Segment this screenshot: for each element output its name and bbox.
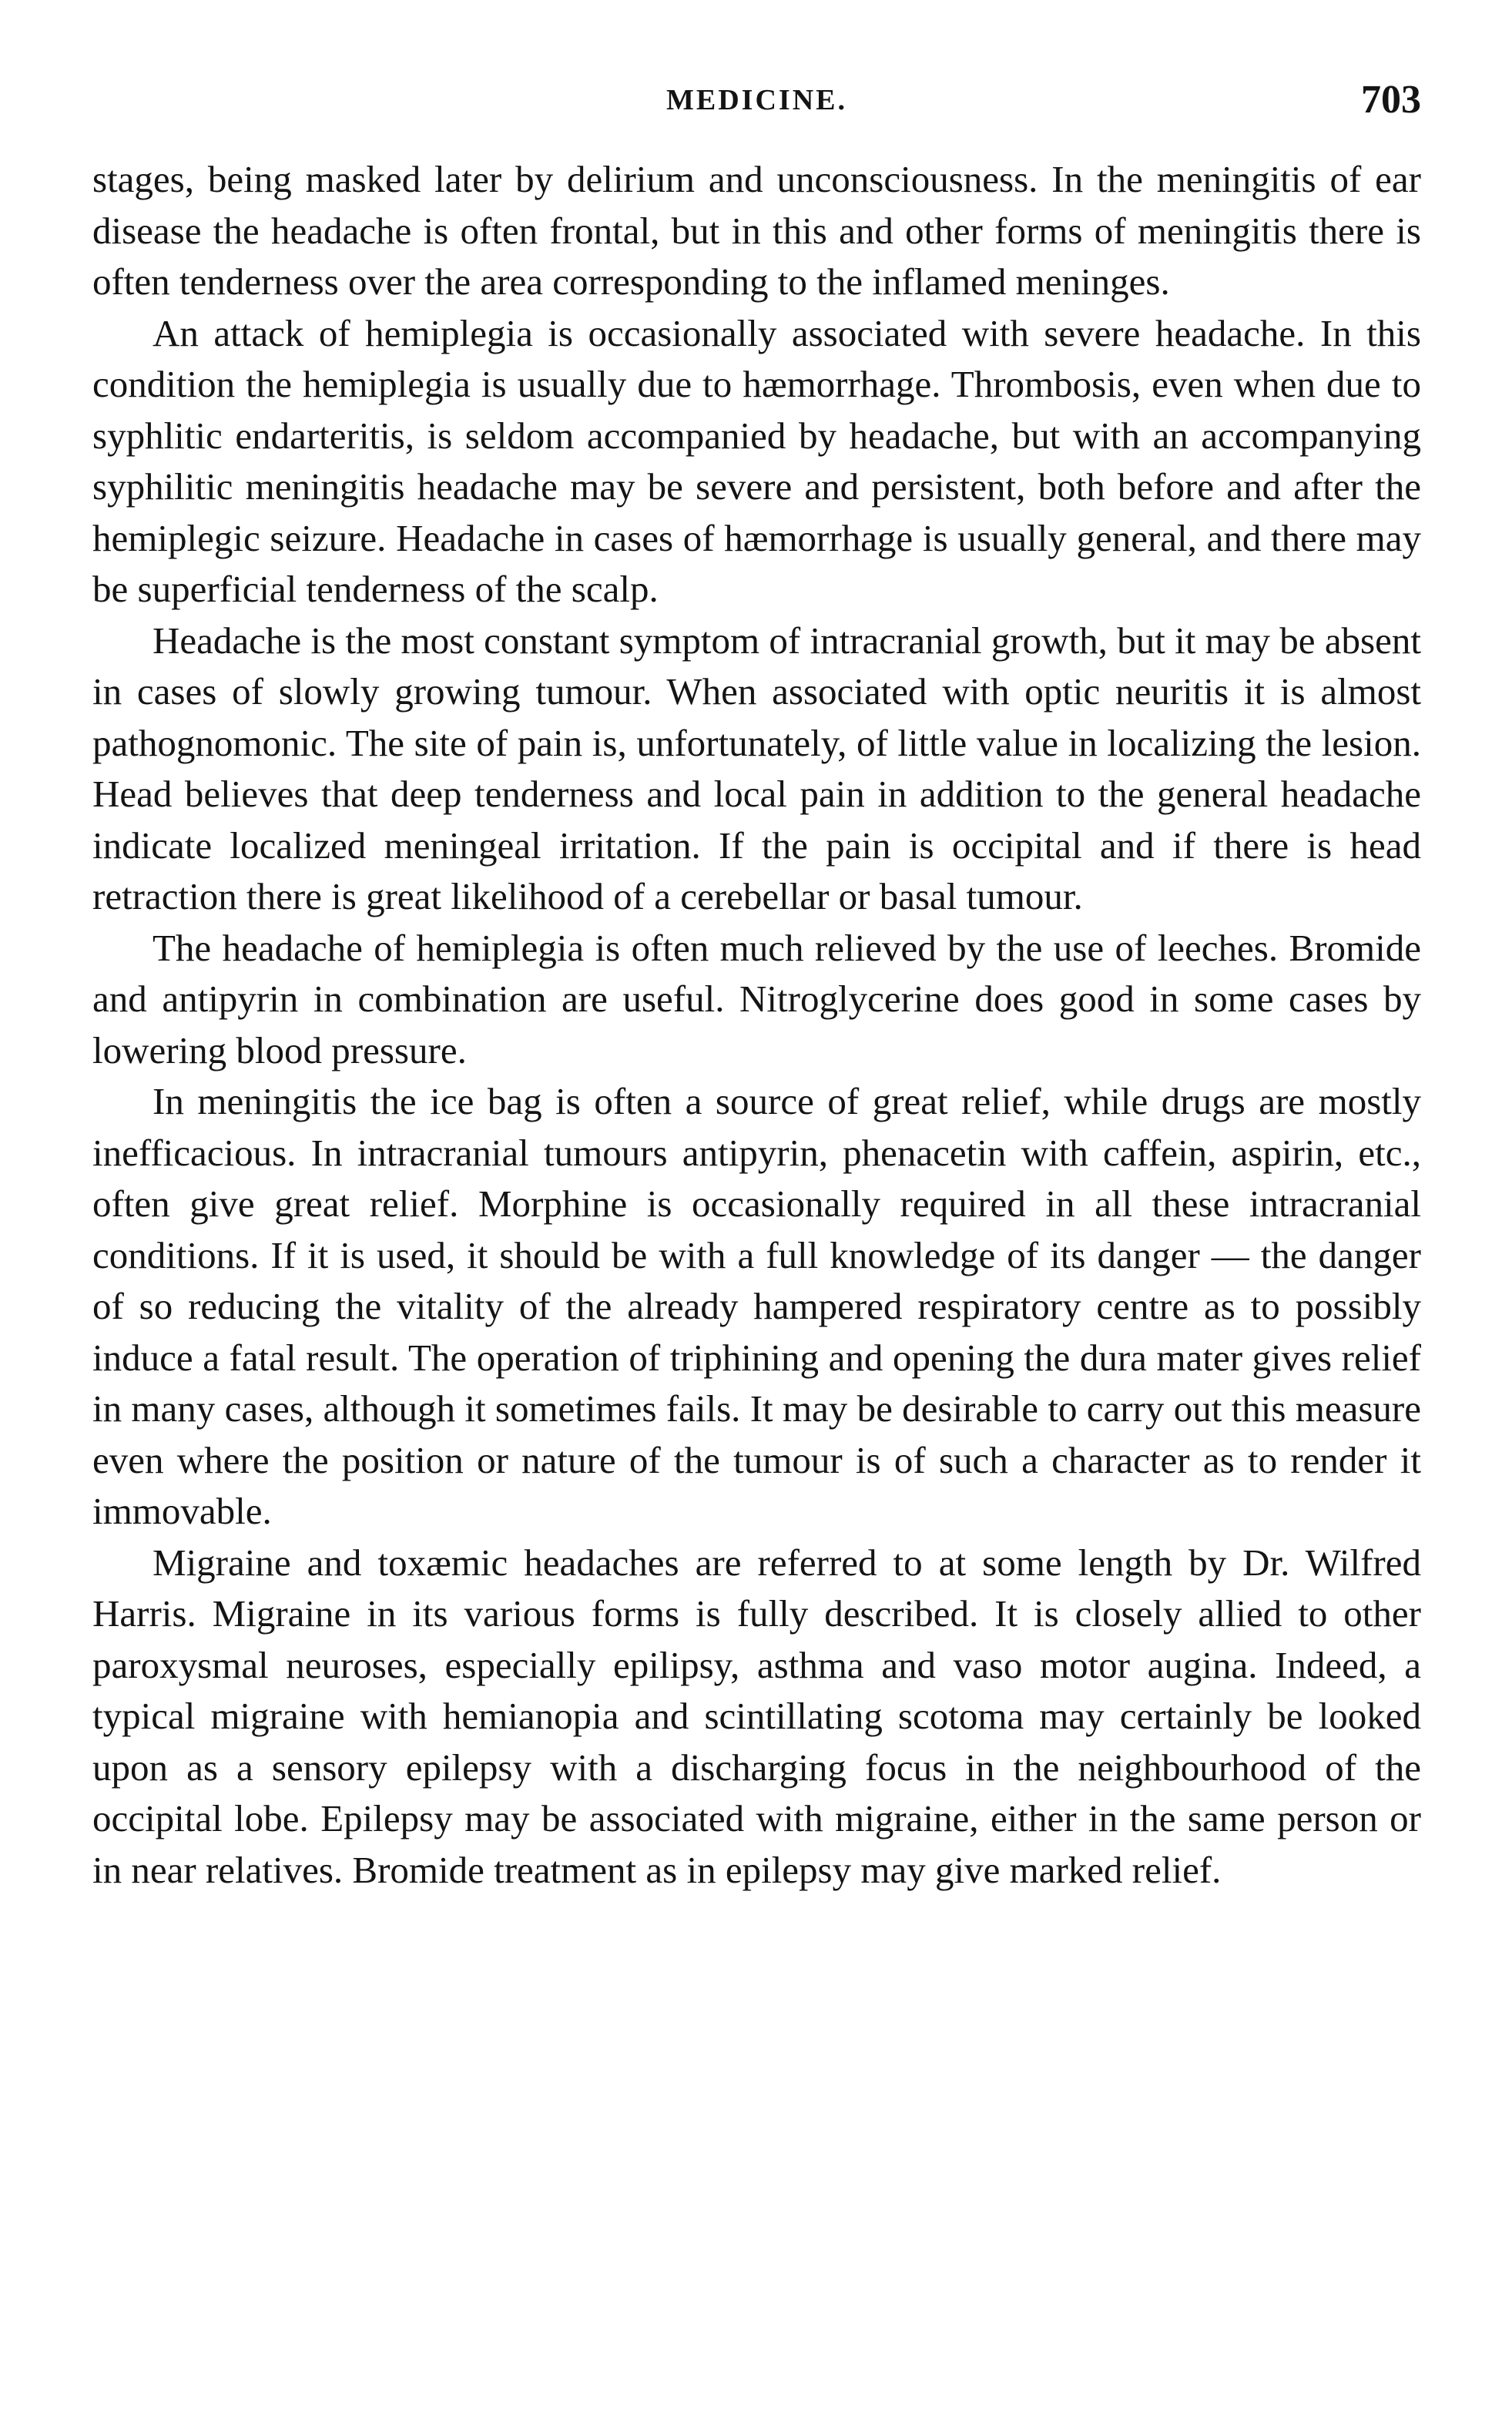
body-text [92, 154, 1421, 1896]
paragraph-continued: stages, being masked later by delirium and unconsciousness. In the meningitis of ear disease the headache is often frontal, but in this and other forms of meningitis there is often tenderness over the area corresponding to the inflamed meninges. [92, 158, 1421, 303]
paragraph-hemiplegia-relief: The headache of hemiplegia is often much relieved by the use of leeches. Bromide and antipyrin in combination are useful. Nitroglycerine does good in some cases by lowering blood pressure. [92, 926, 1421, 1071]
running-head [92, 77, 1421, 146]
paragraph-intracranial-growth: Headache is the most constant symptom of intracranial growth, but it may be absent in cases of slowly growing tumour. When associated with optic neuritis it is almost pathognomonic. The site of pain is, unfortunately, of little value in localizing the lesion. Head believes that deep tenderness and local pain in addition to the general headache indicate localized meningeal irritation. If the pain is occipital and if there is head retraction there is great likelihood of a cerebellar or basal tumour. [92, 619, 1421, 917]
page-number: 703 [1361, 78, 1421, 122]
book-page [92, 77, 1421, 2388]
paragraph-migraine: Migraine and toxæmic headaches are referred to at some length by Dr. Wilfred Harris. Migraine in its various forms is fully described. It is closely allied to other paroxysmal neuroses, especially epilipsy, asthma and vaso motor augina. Indeed, a typical migraine with hemianopia and scintillating scotoma may certainly be looked upon as a sensory epilepsy with a discharging focus in the neighbourhood of the occipital lobe. Epilepsy may be associated with migraine, either in the same person or in near relatives. Bromide treatment as in epilepsy may give marked relief. [92, 1541, 1421, 1891]
paragraph-hemiplegia-headache: An attack of hemiplegia is occasionally associated with severe headache. In this condition the hemiplegia is usually due to hæmorrhage. Thrombosis, even when due to syphlitic endarteritis, is seldom accompanied by headache, but with an accompanying syphilitic meningitis headache may be severe and persistent, both before and after the hemiplegic seizure. Headache in cases of hæmorrhage is usually general, and there may be superficial tenderness of the scalp. [92, 311, 1421, 610]
paragraph-meningitis-treatment: In meningitis the ice bag is often a source of great relief, while drugs are mostly inefficacious. In intracranial tumours antipyrin, phenacetin with caffein, aspirin, etc., often give great relief. Morphine is occasionally required in all these intracranial conditions. If it is used, it should be with a full knowledge of its danger — the danger of so reducing the vitality of the already hampered respiratory centre as to possibly induce a fatal result. The operation of triphining and opening the dura mater gives relief in many cases, although it sometimes fails. It may be desirable to carry out this measure even where the position or nature of the tumour is of such a character as to render it immovable. [92, 1080, 1421, 1532]
running-head-title: MEDICINE. [666, 84, 847, 116]
